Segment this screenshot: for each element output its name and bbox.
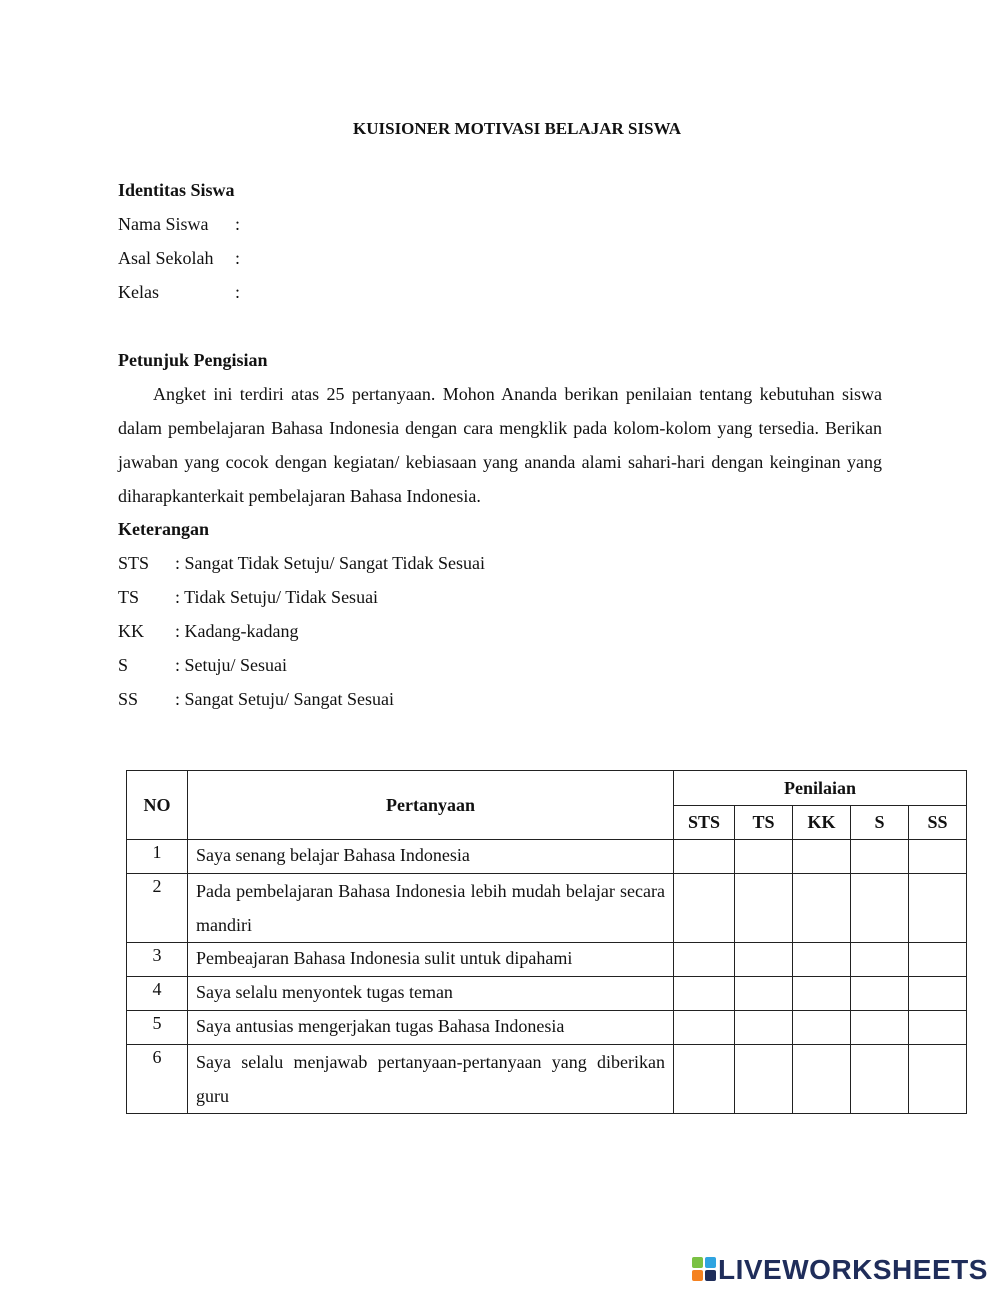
table-row	[127, 840, 967, 874]
answer-cell-s[interactable]	[851, 943, 909, 977]
legend-desc-sts: : Sangat Tidak Setuju/ Sangat Tidak Sesuai	[175, 553, 486, 573]
legend-code-sts: STS	[118, 553, 150, 573]
row-number: 2	[127, 874, 188, 943]
legend-code-ts: TS	[118, 587, 140, 607]
answer-cell-sts[interactable]	[674, 1011, 735, 1045]
answer-cell-ts[interactable]	[735, 977, 793, 1011]
identity-label-school: Asal Sekolah	[118, 248, 214, 268]
row-number: 6	[127, 1045, 188, 1114]
answer-cell-ts[interactable]	[735, 943, 793, 977]
legend-code-kk: KK	[118, 621, 144, 641]
answer-cell-sts[interactable]	[674, 943, 735, 977]
answer-cell-sts[interactable]	[674, 977, 735, 1011]
answer-cell-ss[interactable]	[909, 1045, 967, 1114]
answer-cell-s[interactable]	[851, 840, 909, 874]
row-number: 5	[127, 1011, 188, 1045]
row-number: 1	[127, 840, 188, 874]
questionnaire-table	[126, 770, 967, 1114]
identity-colon-school: :	[235, 248, 241, 268]
answer-cell-s[interactable]	[851, 874, 909, 943]
answer-cell-ts[interactable]	[735, 840, 793, 874]
answer-cell-ss[interactable]	[909, 840, 967, 874]
row-number: 4	[127, 977, 188, 1011]
identity-label-class: Kelas	[118, 282, 159, 302]
row-question: Pembeajaran Bahasa Indonesia sulit untuk dipahami	[188, 943, 674, 977]
header-option-s: S	[851, 806, 909, 840]
answer-cell-sts[interactable]	[674, 840, 735, 874]
row-number: 3	[127, 943, 188, 977]
header-option-ss: SS	[909, 806, 967, 840]
identity-heading: Identitas Siswa	[118, 180, 235, 200]
row-question: Saya selalu menjawab pertanyaan-pertanyaan yang diberikan guru	[188, 1045, 674, 1114]
liveworksheets-logo	[692, 1253, 988, 1287]
legend-desc-ts: : Tidak Setuju/ Tidak Sesuai	[175, 587, 379, 607]
header-rating: Penilaian	[674, 771, 967, 806]
header-option-kk: KK	[793, 806, 851, 840]
instructions-text: Angket ini terdiri atas 25 pertanyaan. Mohon Ananda berikan penilaian tentang kebutuhan siswa dalam pembelajaran Bahasa Indonesia dengan cara mengklik pada kolom-kolom yang tersedia. Berikan jawaban yang cocok dengan kegiatan/ kebiasaan yang ananda alami sahari-hari dengan keinginan yang diharapkanterkait pembelajaran Bahasa Indonesia.	[118, 384, 882, 506]
table-row	[127, 1011, 967, 1045]
answer-cell-kk[interactable]	[793, 874, 851, 943]
header-option-ts: TS	[735, 806, 793, 840]
table-row	[127, 977, 967, 1011]
row-question: Saya senang belajar Bahasa Indonesia	[188, 840, 674, 874]
legend-code-ss: SS	[118, 689, 139, 709]
identity-colon-class: :	[235, 282, 241, 302]
legend-code-s: S	[118, 655, 129, 675]
header-no: NO	[127, 771, 188, 840]
header-option-sts: STS	[674, 806, 735, 840]
answer-cell-sts[interactable]	[674, 874, 735, 943]
instructions-heading: Petunjuk Pengisian	[118, 350, 268, 370]
answer-cell-ts[interactable]	[735, 1045, 793, 1114]
liveworksheets-logo-icon	[692, 1257, 716, 1283]
answer-cell-ss[interactable]	[909, 1011, 967, 1045]
legend-desc-ss: : Sangat Setuju/ Sangat Sesuai	[175, 689, 394, 709]
answer-cell-kk[interactable]	[793, 977, 851, 1011]
answer-cell-ts[interactable]	[735, 1011, 793, 1045]
answer-cell-ss[interactable]	[909, 874, 967, 943]
answer-cell-kk[interactable]	[793, 840, 851, 874]
page-title: KUISIONER MOTIVASI BELAJAR SISWA	[353, 119, 681, 138]
identity-colon-name: :	[235, 214, 241, 234]
legend-heading: Keterangan	[118, 519, 209, 539]
brand-name: LIVEWORKSHEETS	[718, 1254, 988, 1285]
answer-cell-kk[interactable]	[793, 943, 851, 977]
row-question: Pada pembelajaran Bahasa Indonesia lebih mudah belajar secara mandiri	[188, 874, 674, 943]
header-question: Pertanyaan	[188, 771, 674, 840]
answer-cell-sts[interactable]	[674, 1045, 735, 1114]
answer-cell-s[interactable]	[851, 977, 909, 1011]
row-question: Saya antusias mengerjakan tugas Bahasa Indonesia	[188, 1011, 674, 1045]
identity-label-name: Nama Siswa	[118, 214, 209, 234]
answer-cell-ts[interactable]	[735, 874, 793, 943]
legend-desc-kk: : Kadang-kadang	[175, 621, 299, 641]
answer-cell-kk[interactable]	[793, 1011, 851, 1045]
answer-cell-ss[interactable]	[909, 977, 967, 1011]
table-row	[127, 943, 967, 977]
answer-cell-kk[interactable]	[793, 1045, 851, 1114]
table-row	[127, 874, 967, 943]
table-row	[127, 1045, 967, 1114]
row-question: Saya selalu menyontek tugas teman	[188, 977, 674, 1011]
answer-cell-s[interactable]	[851, 1011, 909, 1045]
answer-cell-ss[interactable]	[909, 943, 967, 977]
instructions-paragraph	[118, 377, 882, 513]
legend-desc-s: : Setuju/ Sesuai	[175, 655, 287, 675]
answer-cell-s[interactable]	[851, 1045, 909, 1114]
